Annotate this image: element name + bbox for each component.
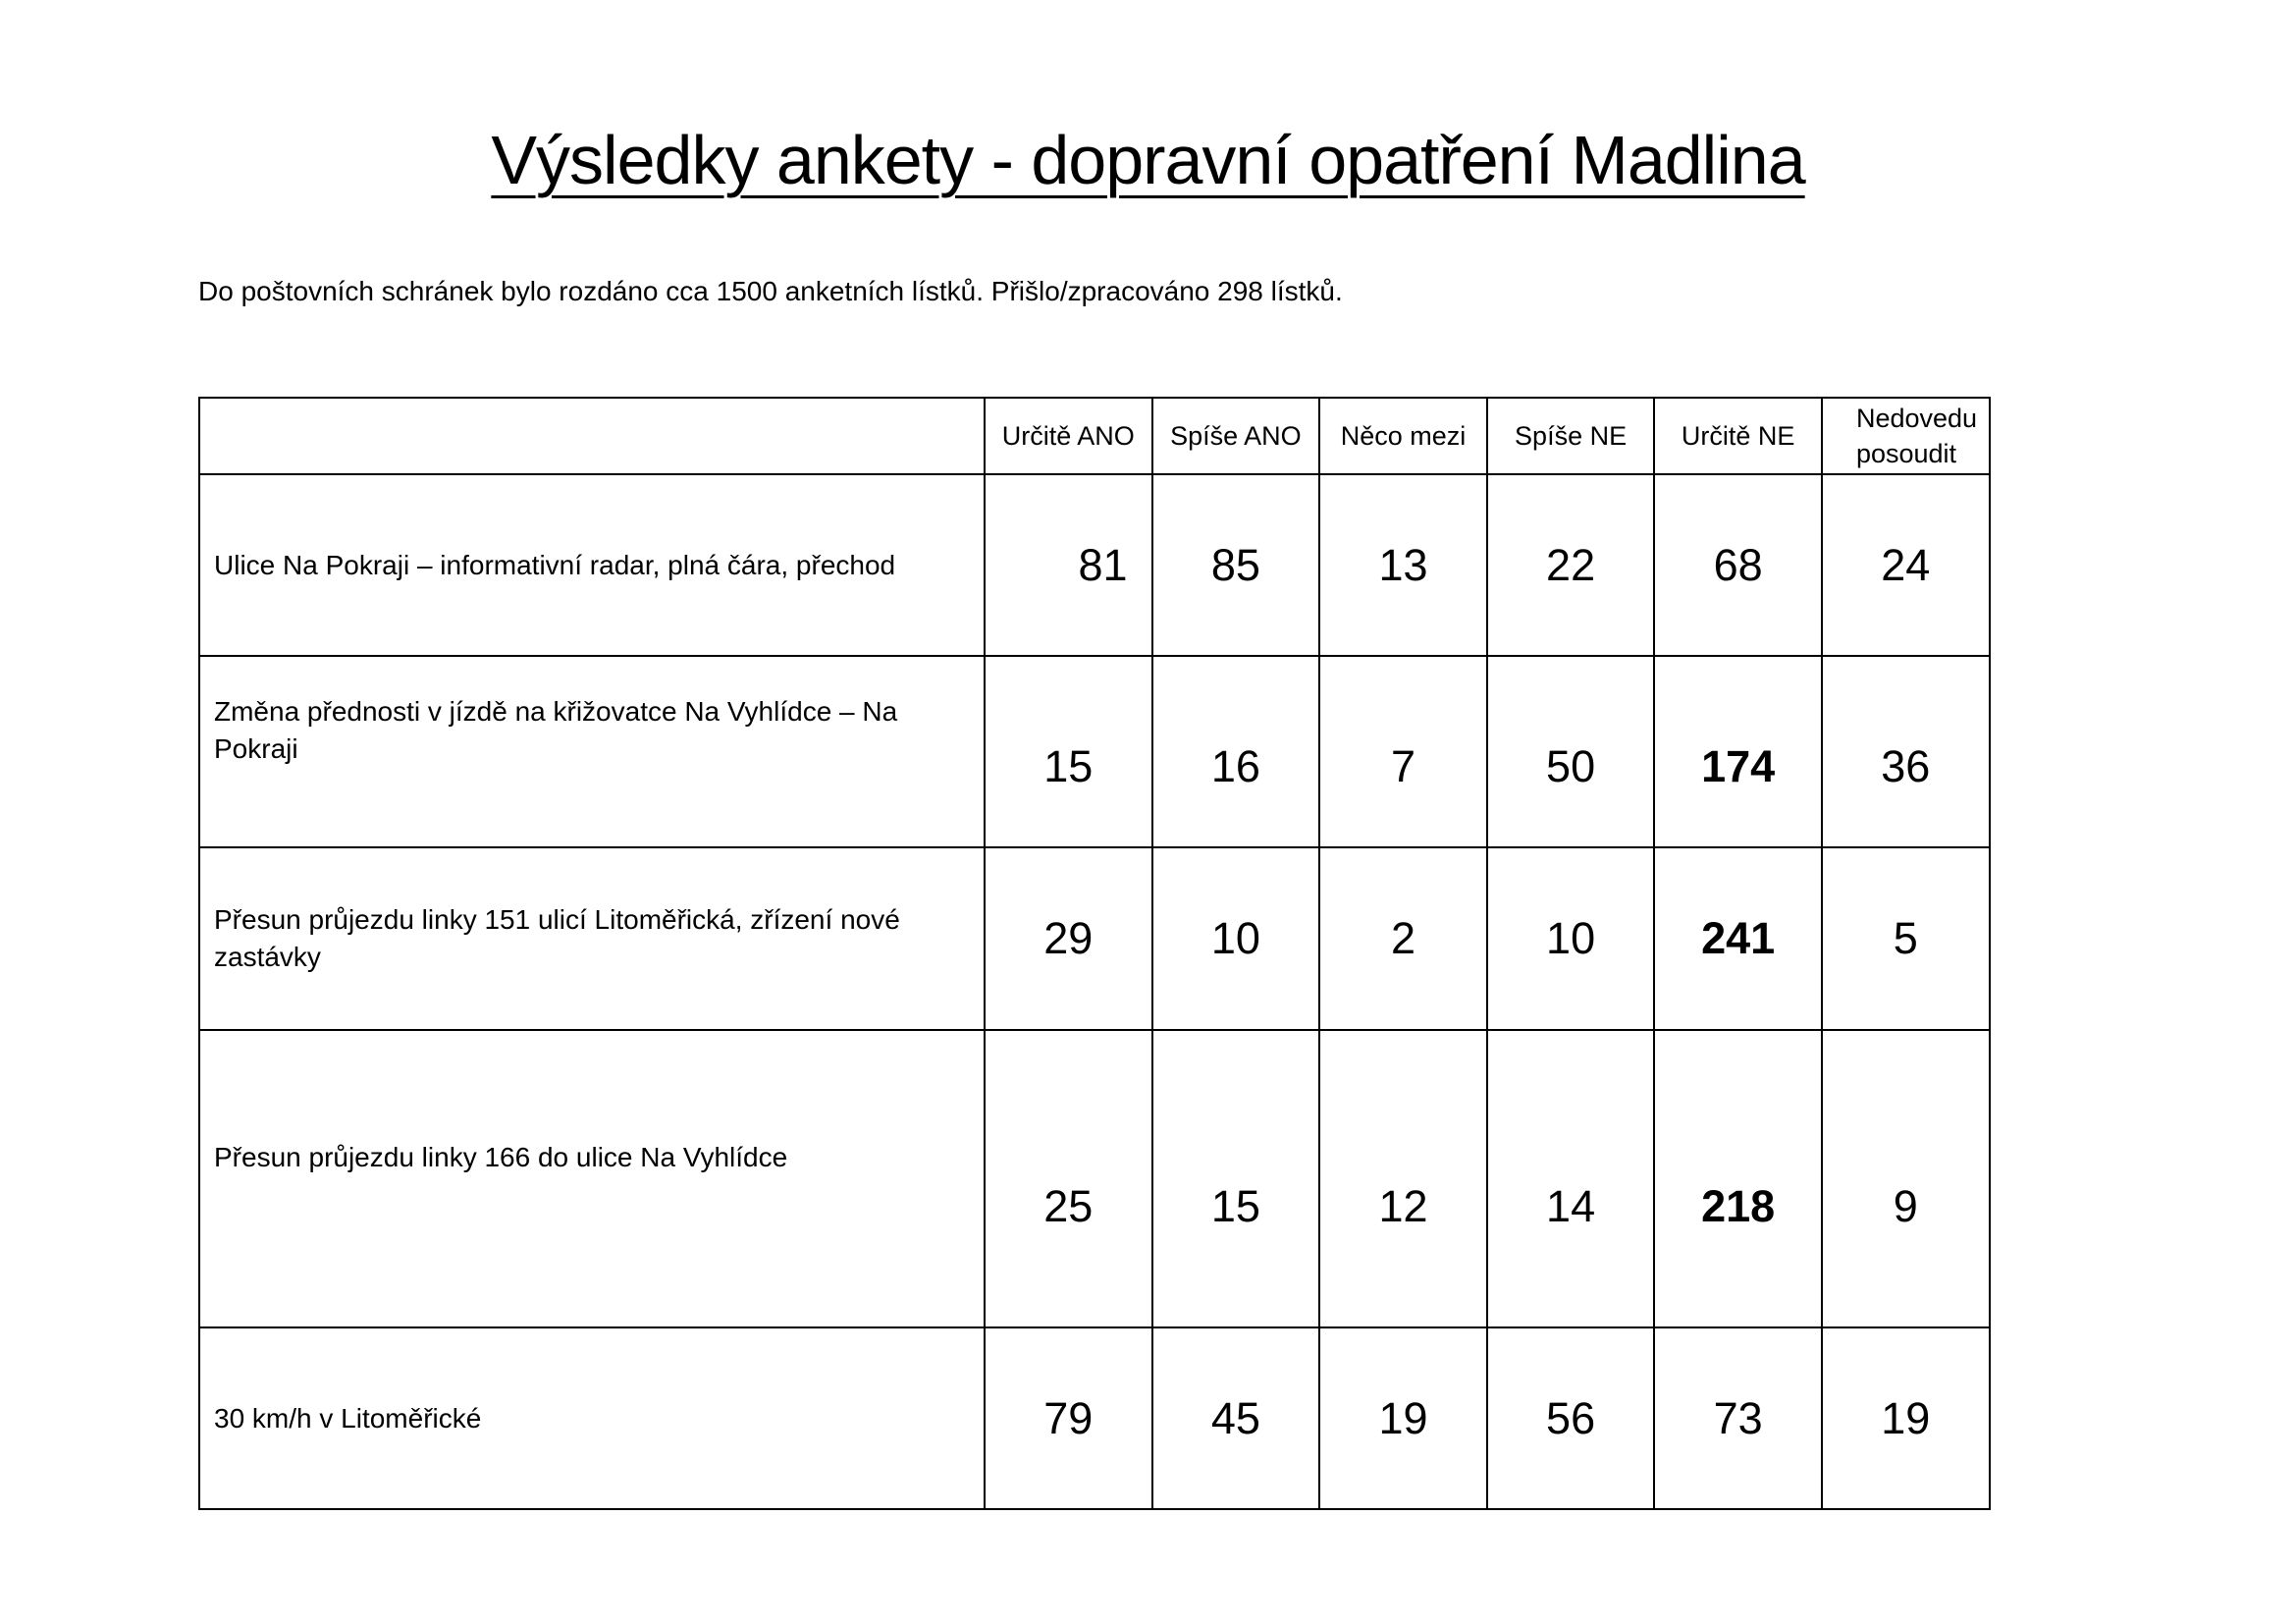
- value-cell: 16: [1152, 656, 1320, 847]
- value-cell: 56: [1487, 1327, 1655, 1509]
- page-title-text: Výsledky ankety - dopravní opatření Madlina: [491, 122, 1805, 198]
- value-cell: 218: [1654, 1030, 1822, 1327]
- value-cell: 79: [985, 1327, 1152, 1509]
- value-cell: 73: [1654, 1327, 1822, 1509]
- value-cell: 15: [985, 656, 1152, 847]
- header-cell-spise-ne: Spíše NE: [1487, 398, 1655, 474]
- value-cell: 9: [1822, 1030, 1990, 1327]
- row-label: Přesun průjezdu linky 166 do ulice Na Vyhlídce: [199, 1030, 985, 1327]
- table-row: [199, 1327, 1990, 1509]
- value-cell: 19: [1319, 1327, 1487, 1509]
- table-header-row: [199, 398, 1990, 474]
- value-cell: 10: [1152, 847, 1320, 1030]
- header-cell-empty: [199, 398, 985, 474]
- value-cell: 24: [1822, 474, 1990, 656]
- intro-text: Do poštovních schránek bylo rozdáno cca 1500 anketních lístků. Přišlo/zpracováno 298 lístků.: [198, 276, 1343, 306]
- header-cell-spise-ano: Spíše ANO: [1152, 398, 1320, 474]
- header-cell-nedovedu-posoudit: Nedovedu posoudit: [1822, 398, 1990, 474]
- value-cell: 2: [1319, 847, 1487, 1030]
- value-cell: 10: [1487, 847, 1655, 1030]
- value-cell: 241: [1654, 847, 1822, 1030]
- table-row: [199, 656, 1990, 847]
- table-row: [199, 474, 1990, 656]
- value-cell: 22: [1487, 474, 1655, 656]
- value-cell: 29: [985, 847, 1152, 1030]
- value-cell: 7: [1319, 656, 1487, 847]
- value-cell: 12: [1319, 1030, 1487, 1327]
- header-cell-urcite-ne: Určitě NE: [1654, 398, 1822, 474]
- value-cell: 5: [1822, 847, 1990, 1030]
- value-cell: 50: [1487, 656, 1655, 847]
- value-cell: 81: [985, 474, 1152, 656]
- header-cell-urcite-ano: Určitě ANO: [985, 398, 1152, 474]
- row-label: Přesun průjezdu linky 151 ulicí Litoměřická, zřízení nové zastávky: [199, 847, 985, 1030]
- value-cell: 13: [1319, 474, 1487, 656]
- table-row: [199, 1030, 1990, 1327]
- value-cell: 68: [1654, 474, 1822, 656]
- value-cell: 85: [1152, 474, 1320, 656]
- results-table: [198, 397, 1991, 1510]
- row-label: 30 km/h v Litoměřické: [199, 1327, 985, 1509]
- value-cell: 19: [1822, 1327, 1990, 1509]
- value-cell: 174: [1654, 656, 1822, 847]
- table-row: [199, 847, 1990, 1030]
- value-cell: 14: [1487, 1030, 1655, 1327]
- row-label: Změna přednosti v jízdě na křižovatce Na Vyhlídce – Na Pokraji: [199, 656, 985, 847]
- header-cell-neco-mezi: Něco mezi: [1319, 398, 1487, 474]
- value-cell: 36: [1822, 656, 1990, 847]
- value-cell: 45: [1152, 1327, 1320, 1509]
- page-title: [0, 116, 2296, 204]
- value-cell: 15: [1152, 1030, 1320, 1327]
- row-label: Ulice Na Pokraji – informativní radar, plná čára, přechod: [199, 474, 985, 656]
- value-cell: 25: [985, 1030, 1152, 1327]
